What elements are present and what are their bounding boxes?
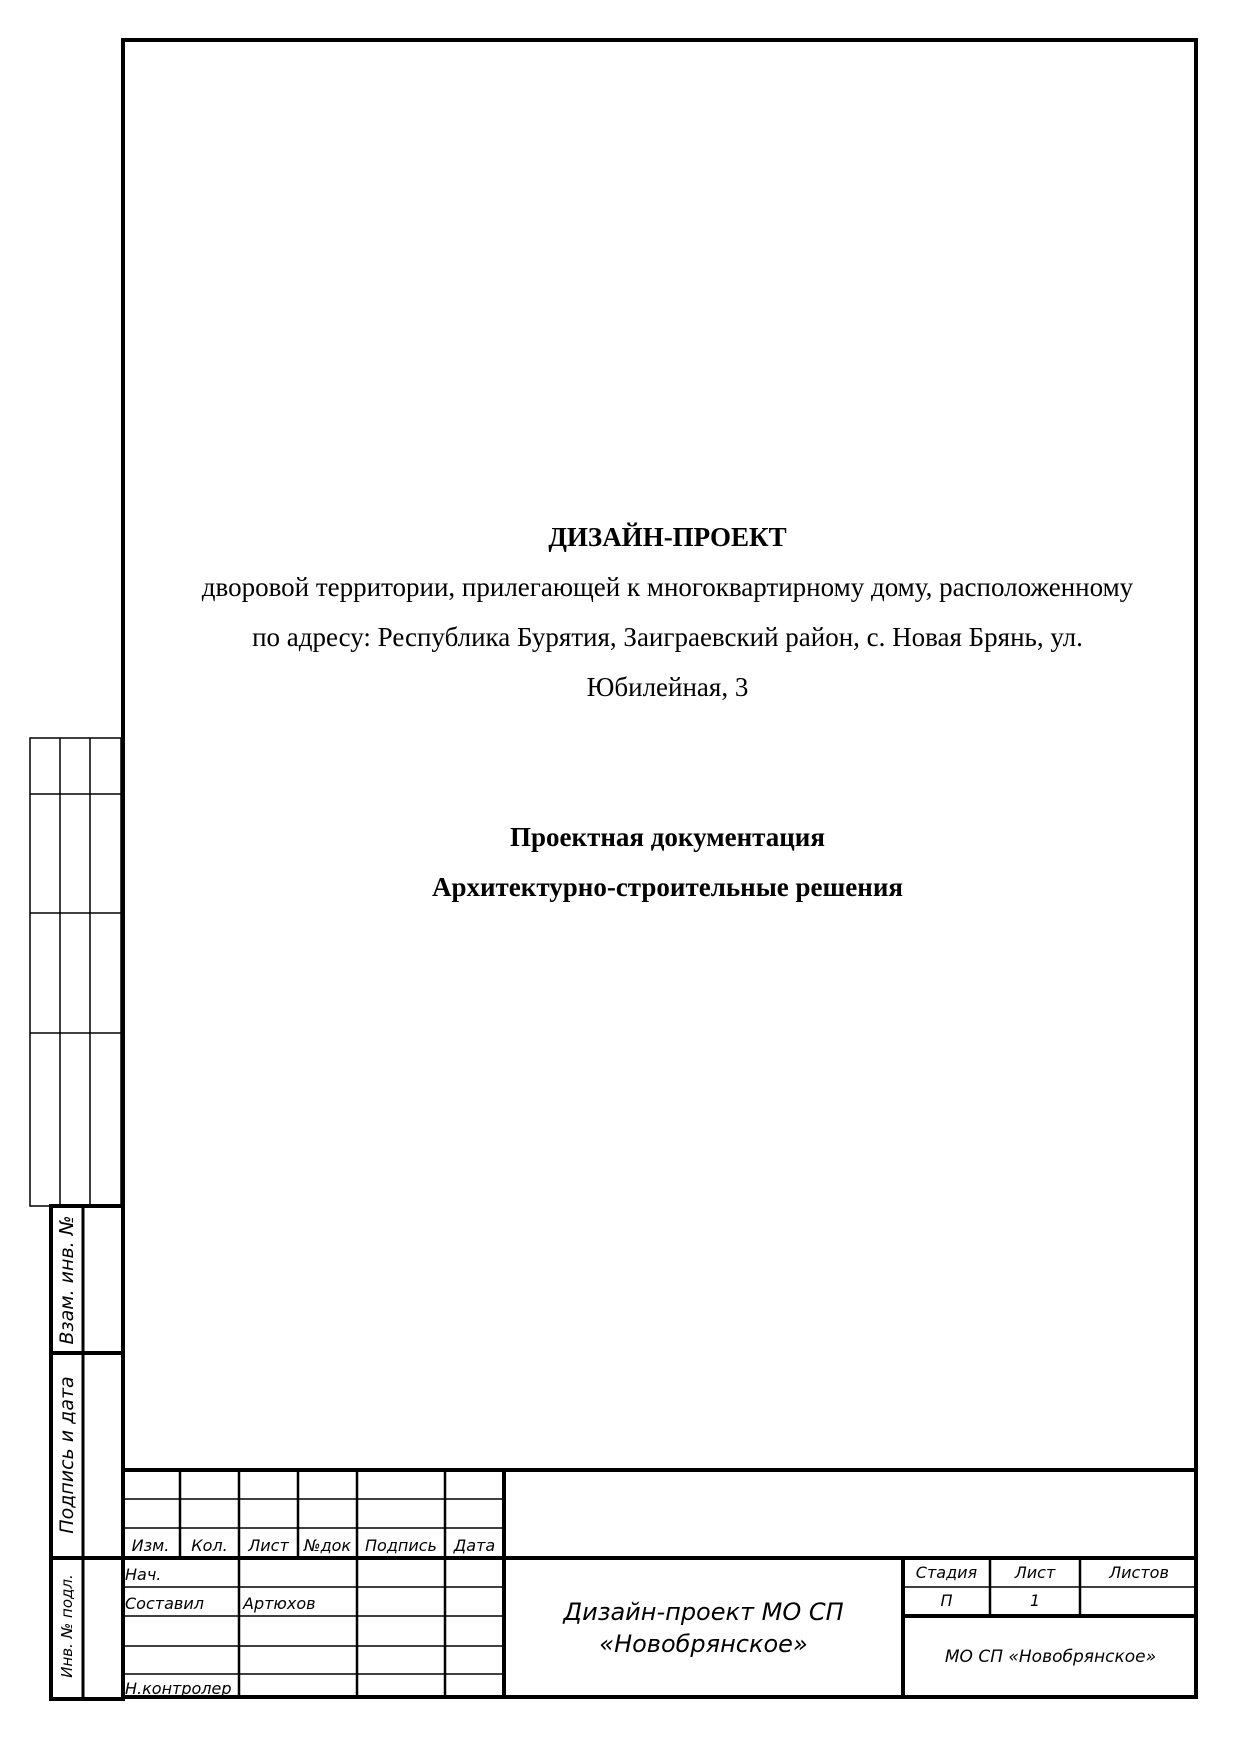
header-podpis: Подпись — [365, 1536, 437, 1555]
project-name-line-2: «Новобрянское» — [599, 1630, 808, 1658]
doc-type: Проектная документация — [510, 822, 825, 852]
side-label-vzam: Взам. инв. № — [56, 1215, 78, 1345]
list-value: 1 — [1029, 1591, 1041, 1610]
title-line-1: дворовой территории, прилегающей к многоквартирному дому, расположенному — [201, 572, 1134, 602]
title-line-2: по адресу: Республика Бурятия, Заиграевский район, с. Новая Брянь, ул. — [252, 622, 1083, 652]
row-nkontroler: Н.контролер — [125, 1679, 232, 1698]
header-kol: Кол. — [191, 1536, 228, 1555]
row-sostavil: Составил — [125, 1594, 204, 1613]
header-data: Дата — [453, 1536, 496, 1555]
project-name-line-1: Дизайн-проект МО СП — [563, 1598, 844, 1626]
row-sostavil-name: Артюхов — [243, 1594, 316, 1613]
side-label-podpis: Подпись и дата — [56, 1376, 78, 1534]
header-list: Лист — [248, 1536, 289, 1555]
row-nach: Нач. — [125, 1565, 162, 1584]
side-label-inv: Инв. № подл. — [58, 1574, 76, 1678]
listov-label: Листов — [1109, 1563, 1169, 1582]
section-name: Архитектурно-строительные решения — [431, 872, 904, 902]
organization-name: МО СП «Новобрянское» — [944, 1647, 1157, 1667]
header-izm: Изм. — [131, 1536, 170, 1555]
stadiya-label: Стадия — [915, 1563, 978, 1582]
header-ndok: №док — [303, 1536, 352, 1555]
document-heading: ДИЗАЙН-ПРОЕКТ — [548, 522, 787, 552]
stadiya-value: П — [940, 1591, 953, 1610]
list-label: Лист — [1014, 1563, 1056, 1582]
title-line-3: Юбилейная, 3 — [586, 672, 749, 702]
